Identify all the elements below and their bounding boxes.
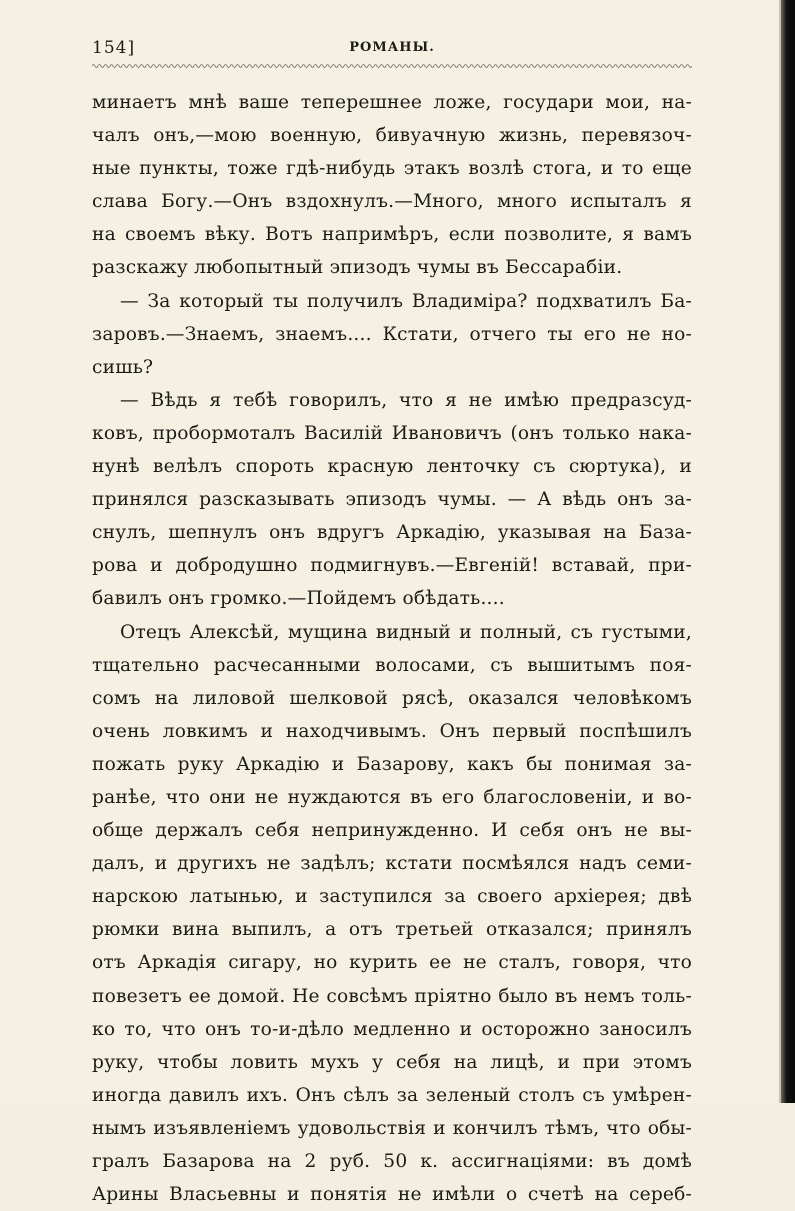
page-number: 154] xyxy=(92,38,136,58)
text-line: очень ловкимъ и находчивымъ. Онъ первый поспѣшилъ xyxy=(92,720,692,742)
text-line: сомъ на лиловой шелковой рясѣ, оказался человѣкомъ xyxy=(92,687,692,709)
text-line: на своемъ вѣку. Вотъ напримѣръ, если позволите, я вамъ xyxy=(92,224,692,246)
running-title: РОМАНЫ. xyxy=(349,40,435,55)
text-line: минаетъ мнѣ ваше теперешнее ложе, государи мои, на- xyxy=(92,92,692,113)
text-line: ко то, что онъ то-и-дѣло медленно и осторожно заносилъ xyxy=(92,1018,692,1040)
text-line: ковъ, пробормоталъ Василій Ивановичъ (онъ только нака- xyxy=(92,422,692,444)
text-line: бавилъ онъ громко.—Пойдемъ обѣдать.... xyxy=(92,588,505,610)
text-line: нарскою латынью, и заступился за своего архіерея; двѣ xyxy=(92,886,692,908)
text-line: разскажу любопытный эпизодъ чумы въ Бессарабіи. xyxy=(92,257,623,279)
text-line: обще держалъ себя непринужденно. И себя онъ не вы- xyxy=(92,820,692,842)
text-line: отъ Аркадія сигару, но курить ее не сталъ, говоря, что xyxy=(92,952,692,974)
text-line: тщательно расчесанными волосами, съ вышитымъ поя- xyxy=(92,654,692,676)
text-line: Отецъ Алексѣй, мущина видный и полный, съ густыми, xyxy=(120,621,692,643)
page-header xyxy=(92,38,692,62)
text-line: слава Богу.—Онъ вздохнулъ.—Много, много испыталъ я xyxy=(92,191,692,213)
text-line: руку, чтобы ловить мухъ у себя на лицѣ, и при этомъ xyxy=(92,1051,692,1073)
text-line: — Вѣдь я тебѣ говорилъ, что я не имѣю предразсуд- xyxy=(120,389,692,411)
text-line: — За который ты получилъ Владиміра? подхватилъ Ба- xyxy=(120,290,692,312)
book-edge-shadow xyxy=(781,0,795,1103)
text-line: пожать руку Аркадію и Базарову, какъ бы понимая за- xyxy=(92,753,692,775)
text-line: рюмки вина выпилъ, а отъ третьей отказался; принялъ xyxy=(92,919,692,941)
text-line: Арины Власьевны и понятія не имѣли о счетѣ на сереб- xyxy=(92,1184,692,1206)
text-line: нунѣ велѣлъ спороть красную ленточку съ сюртука), и xyxy=(92,456,692,478)
text-line: нымъ изъявленіемъ удовольствія и кончилъ тѣмъ, что обы- xyxy=(92,1117,692,1139)
text-line: ные пункты, тоже гдѣ-нибудь этакъ возлѣ стога, и то еще xyxy=(92,158,692,180)
text-line: снулъ, шепнулъ онъ вдругъ Аркадію, указывая на База- xyxy=(92,522,692,544)
text-line: принялся разсказывать эпизодъ чумы. — А вѣдь онъ за- xyxy=(92,489,692,511)
text-line: чалъ онъ,—мою военную, бивуачную жизнь, перевязоч- xyxy=(92,125,692,147)
body-text xyxy=(92,86,692,1211)
text-line: рова и добродушно подмигнувъ.—Евгеній! вставай, при- xyxy=(92,555,692,577)
text-line: далъ, и другихъ не задѣлъ; кстати посмѣялся надъ семи- xyxy=(92,853,692,875)
text-line: иногда давилъ ихъ. Онъ сѣлъ за зеленый столъ съ умѣрен- xyxy=(92,1084,692,1106)
text-line: повезетъ ее домой. Не совсѣмъ пріятно было въ немъ толь- xyxy=(92,985,692,1007)
wavy-rule-divider xyxy=(92,62,692,70)
text-line: сишь? xyxy=(92,356,154,378)
text-line: ранѣе, что они не нуждаются въ его благословеніи, и во- xyxy=(92,786,692,808)
text-line: заровъ.—Знаемъ, знаемъ.... Кстати, отчего ты его не но- xyxy=(92,323,692,345)
text-line: гралъ Базарова на 2 руб. 50 к. ассигнаціями: въ домѣ xyxy=(92,1151,692,1172)
